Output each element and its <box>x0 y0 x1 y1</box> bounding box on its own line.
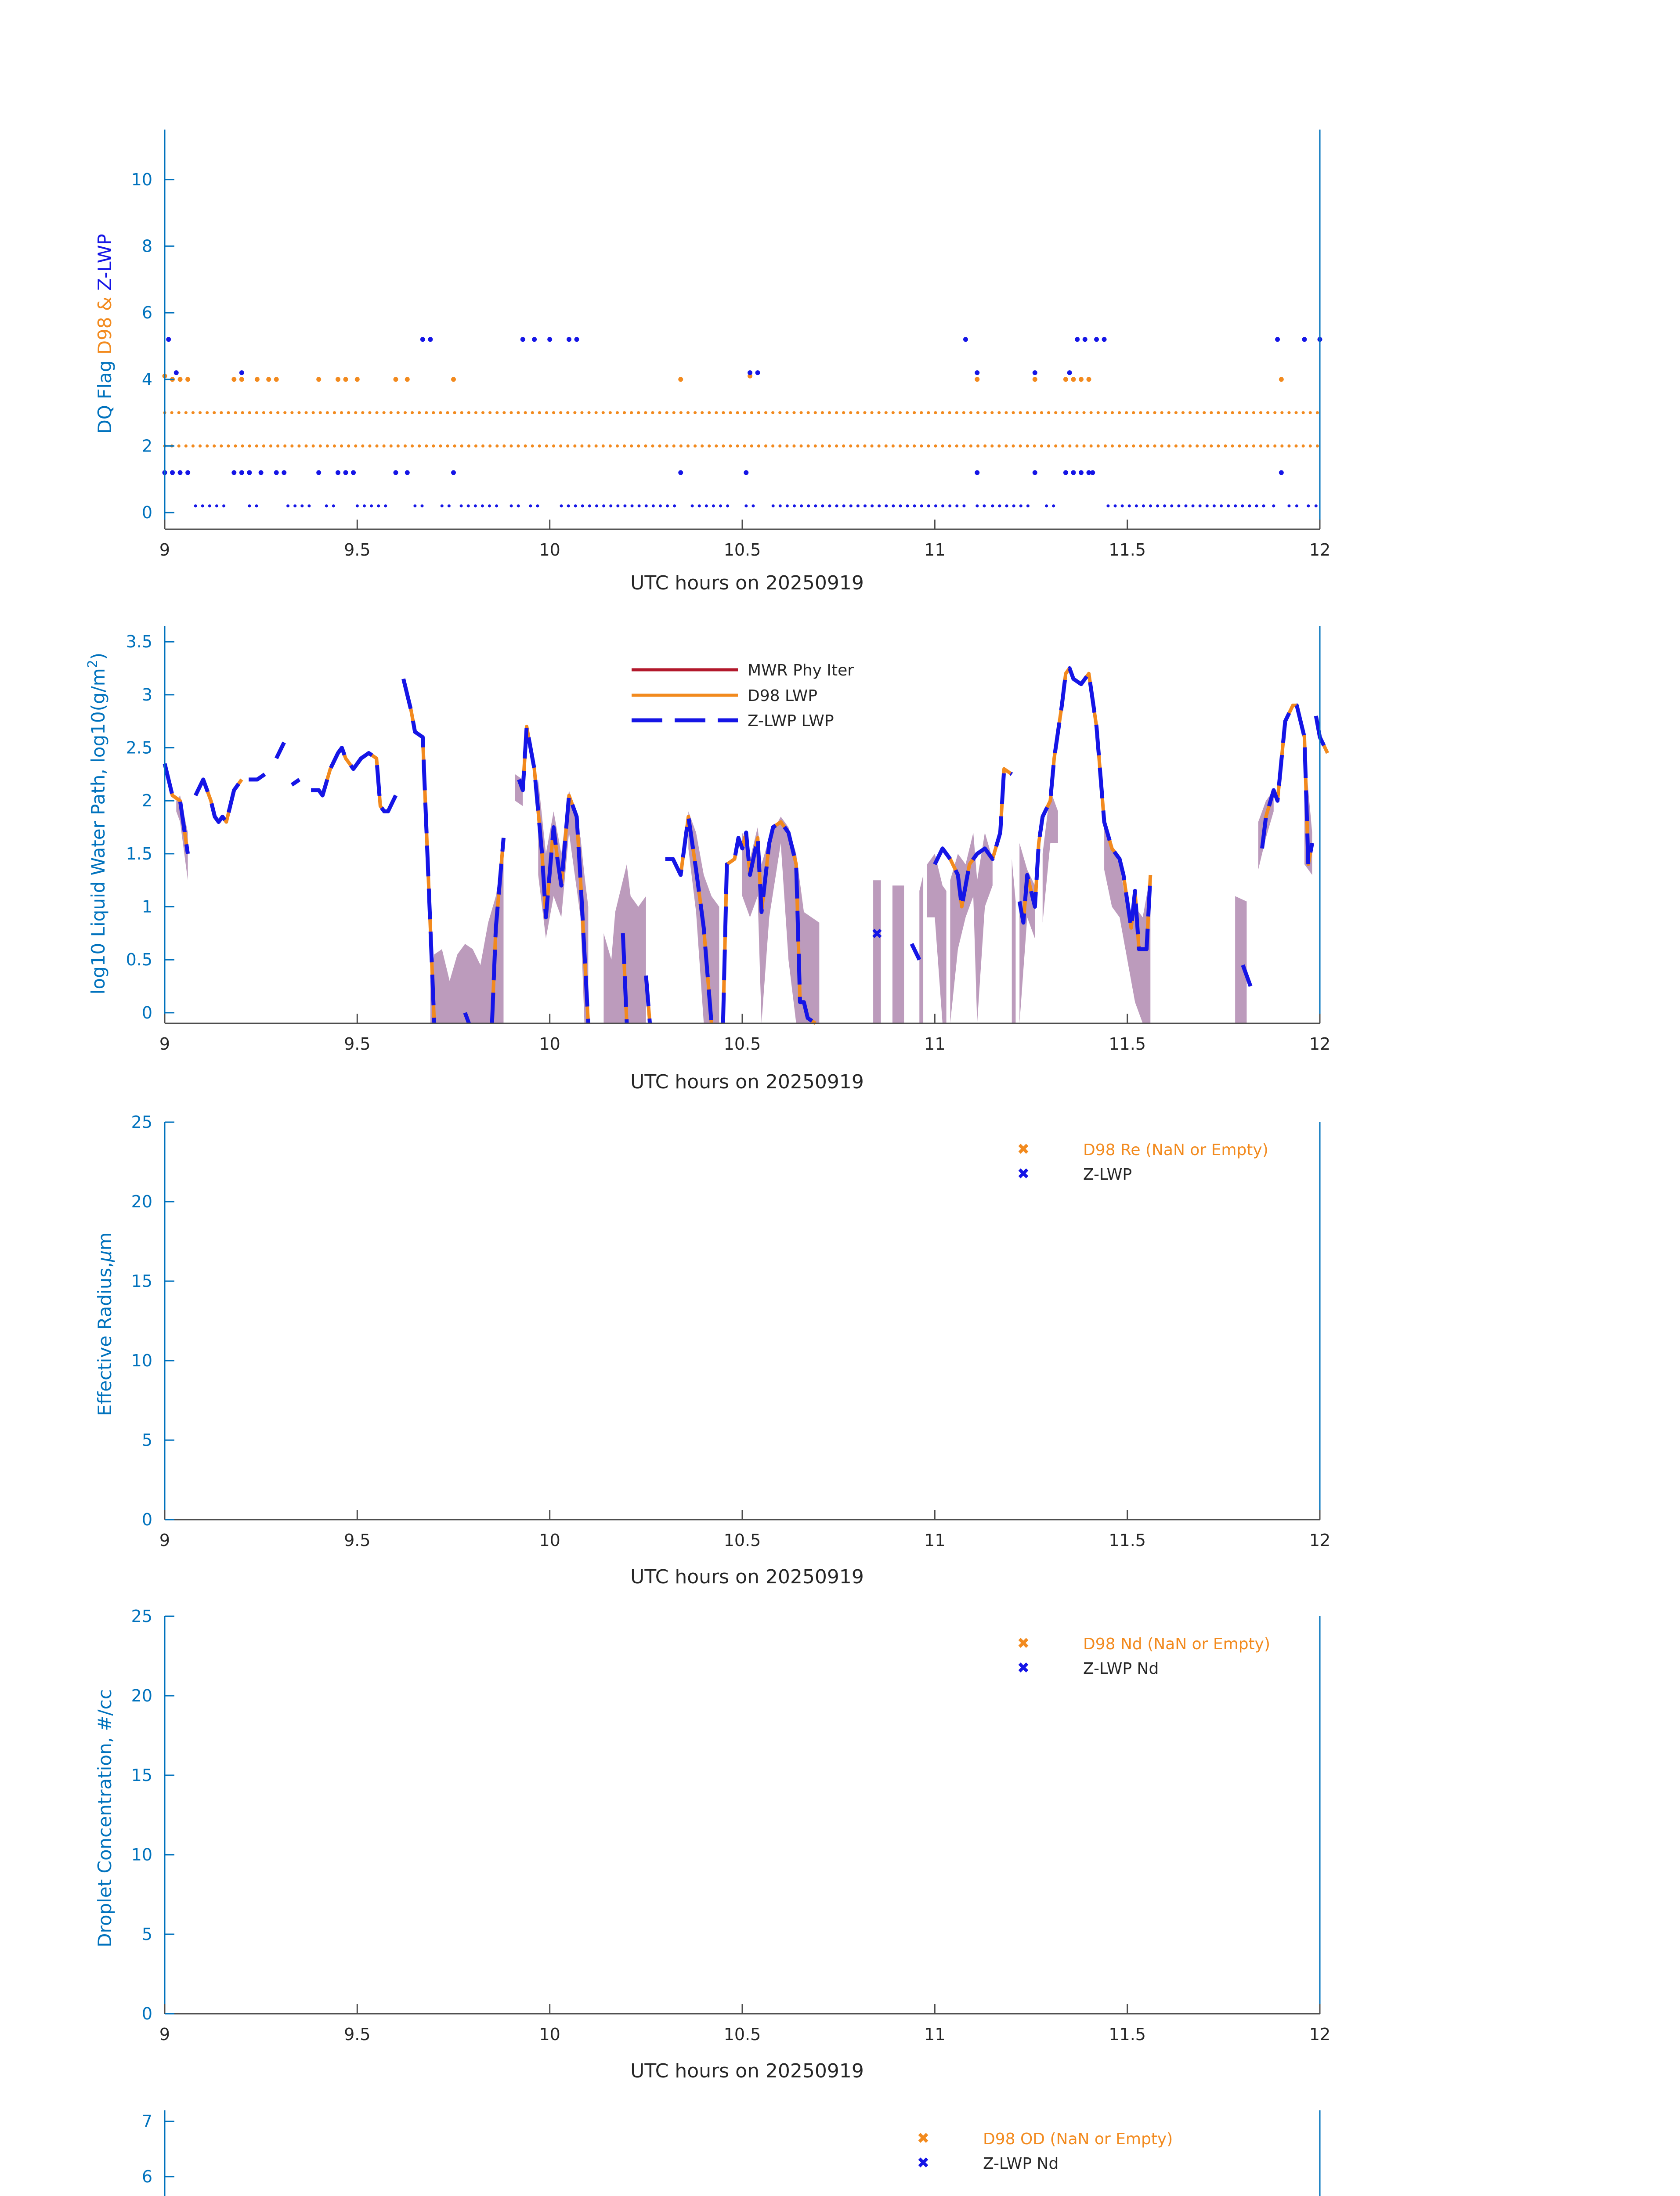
y-axis-label <box>85 653 109 994</box>
flag-point <box>355 377 360 382</box>
legend-label-zlwp-nd: Z-LWP Nd <box>983 2155 1059 2173</box>
y-tick-label: 3 <box>141 685 152 704</box>
y-axis-label <box>94 234 116 433</box>
legend-label-zlwp: Z-LWP <box>1083 1166 1132 1184</box>
y-label-end: ) <box>87 652 109 660</box>
y-label-amp: & <box>94 296 116 311</box>
x-tick-label: 9 <box>159 1034 170 1054</box>
legend-label-zlwp-nd: Z-LWP Nd <box>1083 1660 1159 1678</box>
legend-marker-d98-nd: ✖ <box>1017 1635 1030 1652</box>
flag-point <box>343 470 348 475</box>
y-tick-label: 6 <box>141 2167 152 2186</box>
lwp-panel <box>85 626 1331 1093</box>
flag-point <box>1302 337 1307 342</box>
x-tick-label: 10 <box>539 540 560 560</box>
x-tick-label: 9.5 <box>344 2025 371 2044</box>
x-axis-label: UTC hours on 20250919 <box>630 1566 864 1588</box>
flag-point <box>405 377 410 382</box>
flag-point <box>1033 470 1037 475</box>
flag-point <box>316 377 321 382</box>
flag-point <box>748 370 752 375</box>
x-tick-label: 9.5 <box>344 1531 371 1550</box>
y-tick-label: 0 <box>141 2004 152 2023</box>
d98-lwp-line <box>404 679 434 1023</box>
flag-point <box>170 470 175 475</box>
legend-marker-zlwp: ✖ <box>1017 1165 1030 1183</box>
flag-point <box>274 470 279 475</box>
legend <box>1017 1141 1268 1184</box>
flag-point <box>178 470 183 475</box>
x-tick-label: 10.5 <box>723 1034 761 1054</box>
y-tick-label: 2 <box>141 436 152 456</box>
x-tick-label: 10 <box>539 2025 560 2044</box>
flag-point <box>336 470 340 475</box>
x-tick-label: 9.5 <box>344 540 371 560</box>
flag-point <box>239 470 244 475</box>
flag-point <box>1279 470 1284 475</box>
y-tick-label: 0 <box>141 1003 152 1022</box>
flag-point <box>520 337 525 342</box>
x-tick-label: 10 <box>539 1034 560 1054</box>
x-tick-label: 11 <box>924 1034 946 1054</box>
droplet-concentration-panel <box>94 1607 1330 2082</box>
uncertainty-band <box>927 854 947 1023</box>
uncertainty-band <box>1019 843 1035 1023</box>
flag-point <box>394 377 398 382</box>
flag-point <box>282 470 286 475</box>
legend-label-d98-re: D98 Re (NaN or Empty) <box>1083 1141 1268 1159</box>
y-tick-label: 4 <box>141 369 152 389</box>
flag-point <box>231 377 236 382</box>
y-tick-label: 10 <box>131 1351 152 1370</box>
y-tick-label: 10 <box>131 1845 152 1864</box>
uncertainty-band <box>873 880 881 1023</box>
y-label-dq: DQ Flag <box>94 360 116 434</box>
legend <box>917 2130 1173 2173</box>
legend-label-mwr: MWR Phy Iter <box>748 661 854 679</box>
y-label-d98: D98 <box>94 317 116 355</box>
x-tick-label: 12 <box>1309 2025 1331 2044</box>
y-tick-label: 3.5 <box>126 632 152 652</box>
flag-point <box>532 337 537 342</box>
legend-label-d98: D98 LWP <box>748 687 818 705</box>
y-tick-label: 6 <box>141 303 152 323</box>
uncertainty-band <box>1104 822 1150 1023</box>
zlwp-marker: ✖ <box>871 925 883 942</box>
flag-point <box>259 470 264 475</box>
y-tick-label: 1.5 <box>126 844 152 863</box>
flag-point <box>975 470 979 475</box>
zlwp-lwp-line <box>276 743 284 758</box>
y-tick-label: 20 <box>131 1192 152 1211</box>
flag-point <box>1087 377 1091 382</box>
y-tick-label: 2.5 <box>126 738 152 758</box>
x-tick-label: 11.5 <box>1109 540 1146 560</box>
legend-marker-zlwp-nd: ✖ <box>1017 1659 1030 1677</box>
zlwp-lwp-line <box>311 748 396 812</box>
dq-flag-panel <box>94 130 1330 594</box>
d98-lwp-line <box>319 748 396 812</box>
x-axis-label: UTC hours on 20250919 <box>630 1071 864 1093</box>
uncertainty-band <box>1235 896 1246 1023</box>
flag-point <box>567 337 571 342</box>
flag-point <box>574 337 579 342</box>
y-tick-label: 0 <box>141 503 152 523</box>
y-tick-label: 10 <box>131 170 152 189</box>
x-tick-label: 10.5 <box>723 540 761 560</box>
flag-point <box>1102 337 1107 342</box>
flag-point <box>255 377 260 382</box>
flag-point <box>185 470 190 475</box>
legend-label-zlwp: Z-LWP LWP <box>748 712 834 730</box>
y-tick-label: 20 <box>131 1686 152 1705</box>
zlwp-lwp-line <box>912 944 920 960</box>
x-tick-label: 12 <box>1309 540 1331 560</box>
x-tick-label: 12 <box>1309 1531 1331 1550</box>
y-label-text: log10 Liquid Water Path, log10(g/m <box>87 668 109 995</box>
flag-point <box>975 370 979 375</box>
y-tick-label: 5 <box>141 1430 152 1450</box>
flag-point <box>247 470 252 475</box>
flag-point <box>394 470 398 475</box>
zlwp-lwp-line <box>404 679 434 1023</box>
flag-point <box>451 377 456 382</box>
y-tick-label: 0 <box>141 1510 152 1529</box>
x-axis-label: UTC hours on 20250919 <box>630 572 864 594</box>
flag-point <box>239 377 244 382</box>
legend-label-d98-od: D98 OD (NaN or Empty) <box>983 2130 1173 2148</box>
d98-lwp-line <box>1019 668 1150 950</box>
x-tick-label: 11 <box>924 2025 946 2044</box>
x-tick-label: 11.5 <box>1109 1034 1146 1054</box>
x-tick-label: 12 <box>1309 1034 1331 1054</box>
flag-point <box>266 377 271 382</box>
x-tick-label: 11.5 <box>1109 2025 1146 2044</box>
flag-point <box>178 377 183 382</box>
flag-point <box>547 337 552 342</box>
flag-point <box>744 470 748 475</box>
flag-point <box>678 377 683 382</box>
y-tick-label: 25 <box>131 1112 152 1132</box>
flag-point <box>1279 377 1284 382</box>
flag-point <box>166 337 171 342</box>
flag-point <box>336 377 340 382</box>
x-tick-label: 10.5 <box>723 1531 761 1550</box>
x-tick-label: 11 <box>924 540 946 560</box>
y-tick-label: 1 <box>141 897 152 917</box>
flag-point <box>1033 370 1037 375</box>
flag-point <box>231 470 236 475</box>
effective-radius-panel <box>94 1112 1330 1588</box>
y-tick-label: 2 <box>141 791 152 811</box>
legend-label-d98-nd: D98 Nd (NaN or Empty) <box>1083 1635 1271 1653</box>
legend-marker-zlwp-nd: ✖ <box>917 2154 930 2172</box>
uncertainty-band <box>919 875 923 1023</box>
x-tick-label: 11 <box>924 1531 946 1550</box>
y-tick-label: 8 <box>141 236 152 256</box>
flag-point <box>1090 470 1095 475</box>
flag-point <box>239 370 244 375</box>
zlwp-lwp-line <box>1019 668 1150 950</box>
flag-point <box>1079 377 1084 382</box>
legend-marker-d98-od: ✖ <box>917 2130 930 2147</box>
legend-marker-d98-re: ✖ <box>1017 1141 1030 1158</box>
y-tick-label: 7 <box>141 2112 152 2131</box>
uncertainty-band <box>1012 859 1016 1023</box>
legend <box>632 661 854 730</box>
y-tick-label: 0.5 <box>126 950 152 970</box>
optical-depth-panel <box>105 2110 1330 2196</box>
flag-point <box>1275 337 1280 342</box>
flag-point <box>428 337 433 342</box>
uncertainty-band <box>892 885 904 1023</box>
flag-point <box>1067 370 1072 375</box>
y-tick-label: 15 <box>131 1766 152 1785</box>
flag-point <box>174 370 179 375</box>
y-axis-label <box>94 1232 116 1416</box>
flag-point <box>963 337 968 342</box>
flag-point <box>343 377 348 382</box>
y-axis-label: Droplet Concentration, #/cc <box>94 1689 116 1947</box>
y-label-end: m <box>94 1232 116 1250</box>
flag-point <box>975 377 979 382</box>
y-tick-label: 25 <box>131 1607 152 1626</box>
x-tick-label: 10.5 <box>723 2025 761 2044</box>
flag-point <box>1079 470 1084 475</box>
flag-point <box>1063 470 1068 475</box>
flag-point <box>1033 377 1037 382</box>
flag-point <box>1083 337 1087 342</box>
x-tick-label: 9.5 <box>344 1034 371 1054</box>
flag-point <box>405 470 410 475</box>
x-tick-label: 9 <box>159 540 170 560</box>
x-tick-label: 11.5 <box>1109 1531 1146 1550</box>
x-tick-label: 10 <box>539 1531 560 1550</box>
flag-point <box>351 470 356 475</box>
flag-point <box>1075 337 1080 342</box>
x-tick-label: 9 <box>159 2025 170 2044</box>
y-tick-label: 5 <box>141 1925 152 1944</box>
flag-point <box>274 377 279 382</box>
flag-point <box>420 337 425 342</box>
y-label-zlwp: Z-LWP <box>94 234 116 291</box>
y-label-text: Effective Radius, <box>94 1262 116 1416</box>
flag-point <box>1063 377 1068 382</box>
y-label-sup: 2 <box>85 660 101 668</box>
flag-point <box>678 470 683 475</box>
y-tick-label: 15 <box>131 1271 152 1291</box>
flag-point <box>1094 337 1099 342</box>
zlwp-lwp-line <box>195 774 265 822</box>
flag-point <box>185 377 190 382</box>
y-label-mu: μ <box>94 1250 116 1262</box>
flag-point <box>755 370 760 375</box>
flag-point <box>1071 470 1076 475</box>
x-axis-label: UTC hours on 20250919 <box>630 2060 864 2082</box>
x-tick-label: 9 <box>159 1531 170 1550</box>
zlwp-lwp-line <box>292 780 300 785</box>
flag-point <box>1071 377 1076 382</box>
flag-point <box>316 470 321 475</box>
flag-point <box>451 470 456 475</box>
legend <box>1017 1635 1270 1678</box>
